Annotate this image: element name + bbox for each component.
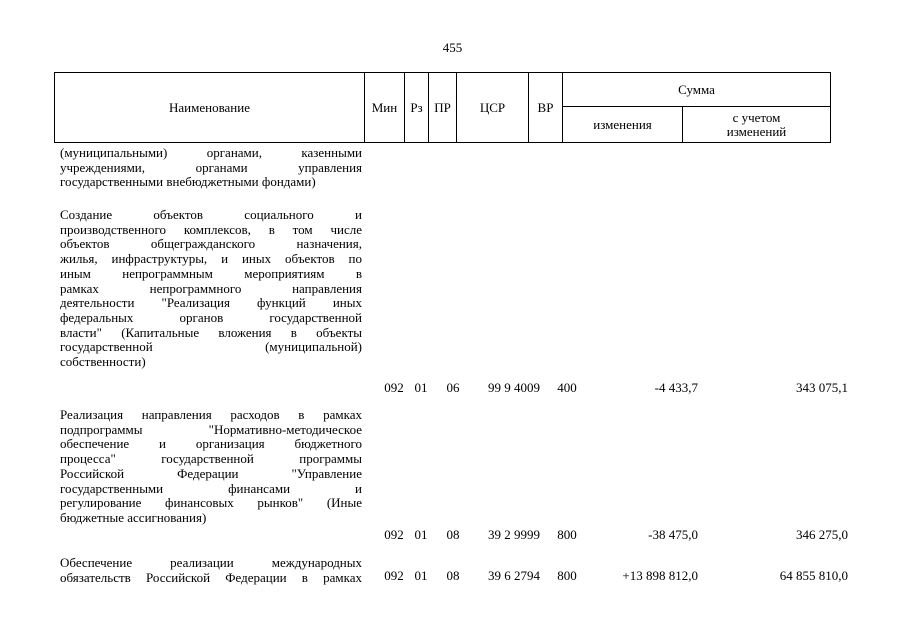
cell-pr: 06	[446, 380, 460, 395]
header-with-change	[683, 107, 831, 143]
description-line: процесса" государственной программы	[60, 451, 362, 467]
header-csr: ЦСР	[457, 73, 529, 143]
cell-total: 346 275,0	[796, 527, 848, 542]
description-line: производственного комплексов, в том числе	[60, 221, 362, 237]
description-line: деятельности "Реализация функций иных	[60, 295, 362, 311]
cell-min: 092	[384, 380, 404, 395]
header-name: Наименование	[55, 73, 365, 143]
description-line: подпрограммы "Нормативно-методическое	[60, 421, 362, 437]
cell-vr: 800	[557, 527, 577, 542]
description-line: Создание объектов социального и	[60, 207, 362, 222]
row-description	[60, 408, 362, 526]
cell-csr: 39 2 9999	[488, 527, 540, 542]
cell-change: -4 433,7	[654, 380, 698, 395]
cell-csr: 39 6 2794	[488, 568, 540, 583]
description-line: иным непрограммным мероприятиям в	[60, 265, 362, 281]
table-header	[54, 72, 831, 143]
cell-total: 343 075,1	[796, 380, 848, 395]
cell-rz: 01	[414, 380, 428, 395]
cell-csr: 99 9 4009	[488, 380, 540, 395]
row-description	[60, 556, 362, 585]
header-with-change-line-2: изменений	[726, 123, 787, 139]
description-line: рамках непрограммного направления	[60, 280, 362, 296]
cell-change: +13 898 812,0	[622, 568, 698, 583]
header-sum: Сумма	[563, 73, 831, 107]
row-description	[60, 208, 362, 370]
description-line: федеральных органов государственной	[60, 309, 362, 325]
description-line: обязательств Российской Федерации в рамках	[60, 569, 362, 585]
description-line: (муниципальными) органами, казенными	[60, 145, 362, 160]
description-line: власти" (Капитальные вложения в объекты	[60, 324, 362, 340]
cell-rz: 01	[414, 568, 428, 583]
cell-total: 64 855 810,0	[779, 568, 848, 583]
description-line: учреждениями, органами управления	[60, 159, 362, 175]
description-line: объектов общегражданского назначения,	[60, 236, 362, 252]
description-line: Российской Федерации "Управление	[60, 465, 362, 481]
header-with-change-line-1: с учетом	[732, 109, 781, 125]
page-number: 455	[442, 40, 463, 55]
description-line: государственными внебюджетными фондами)	[60, 174, 316, 190]
header-vr: ВР	[529, 73, 563, 143]
description-line: регулирование финансовых рынков" (Иные	[60, 495, 362, 511]
cell-min: 092	[384, 568, 404, 583]
cell-vr: 400	[557, 380, 577, 395]
description-line: бюджетные ассигнования)	[60, 509, 207, 525]
header-min: Мин	[365, 73, 405, 143]
cell-rz: 01	[414, 527, 428, 542]
description-line: собственности)	[60, 354, 146, 370]
description-line: Обеспечение реализации международных	[60, 555, 362, 570]
description-line: государственной (муниципальной)	[60, 339, 362, 355]
cell-pr: 08	[446, 568, 460, 583]
cell-pr: 08	[446, 527, 460, 542]
row-description	[60, 146, 362, 190]
cell-min: 092	[384, 527, 404, 542]
description-line: жилья, инфраструктуры, и иных объектов по	[60, 251, 362, 267]
description-line: государственными финансами и	[60, 480, 362, 496]
cell-change: -38 475,0	[648, 527, 698, 542]
header-change: изменения	[563, 107, 683, 143]
header-rz: Рз	[405, 73, 429, 143]
header-pr: ПР	[429, 73, 457, 143]
cell-vr: 800	[557, 568, 577, 583]
description-line: обеспечение и организация бюджетного	[60, 436, 362, 452]
description-line: Реализация направления расходов в рамках	[60, 407, 362, 422]
